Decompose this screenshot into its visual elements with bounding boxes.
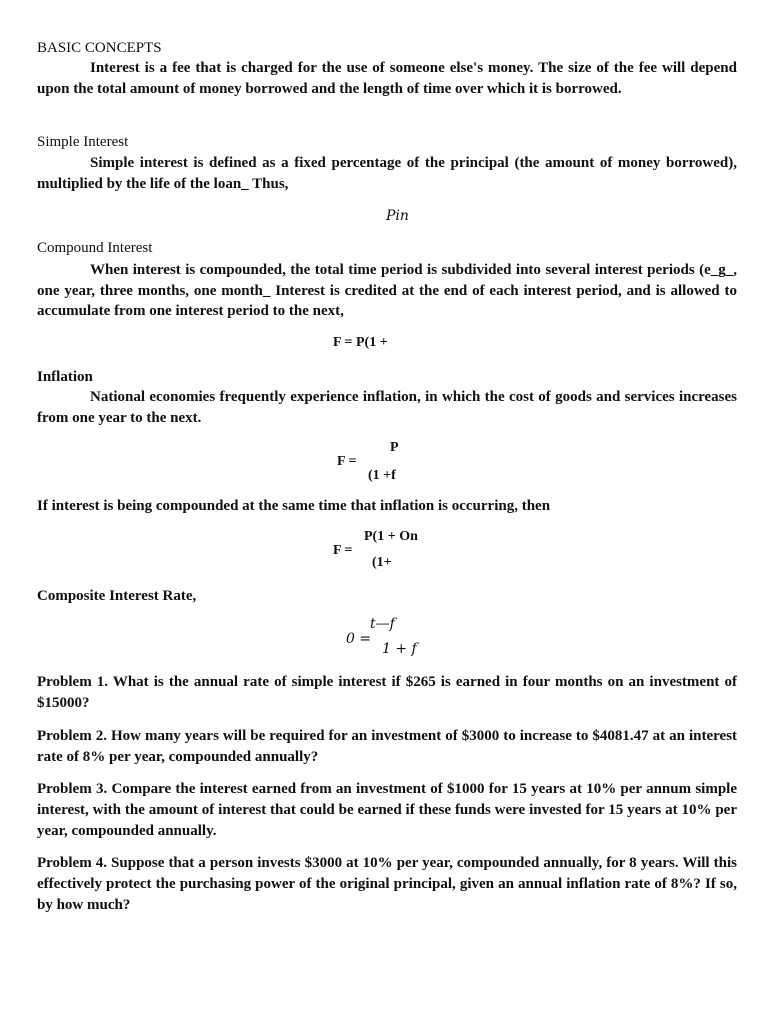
basic-concepts-text: Interest is a fee that is charged for the use of someone else's money. The size of the fee will depend upon the total amount of money borrowed and the length of time over which it is borrowed. <box>37 60 737 97</box>
inflation-formula-numerator: P <box>390 440 399 455</box>
simple-interest-heading: Simple Interest <box>37 134 129 150</box>
inflation-text: National economies frequently experience inflation, in which the cost of goods and services increases from one year to the next. <box>37 389 737 426</box>
composite-formula-lhs: 0 = <box>346 631 372 647</box>
problem-1: Problem 1. What is the annual rate of simple interest if $265 is earned in four months on an investment of $15000? <box>37 674 737 711</box>
compound-inflation-paragraph: If interest is being compounded at the same time that inflation is occurring, then <box>37 498 551 514</box>
problem-3: Problem 3. Compare the interest earned from an investment of $1000 for 15 years at 10% per annum simple interest, with the amount of interest that could be earned if these funds were invested for 15 years at 10% per year, compounded annually. <box>37 781 737 839</box>
basic-concepts-heading: BASIC CONCEPTS <box>37 40 162 56</box>
basic-concepts-paragraph <box>37 58 737 99</box>
compound-inflation-formula-denominator: (1+ <box>372 555 392 570</box>
problem-4: Problem 4. Suppose that a person invests $3000 at 10% per year, compounded annually, for 8 years. Will this effectively protect the purchasing power of the original principal, given an annual inflation rate of 8%? If so, by how much? <box>37 855 737 913</box>
simple-interest-formula: Pin <box>386 208 409 224</box>
composite-formula-denominator: 1 + f <box>382 641 417 657</box>
simple-interest-paragraph <box>37 153 737 194</box>
problem-2: Problem 2. How many years will be required for an investment of $3000 to increase to $4081.47 at an interest rate of 8% per year, compounded annually? <box>37 728 737 765</box>
simple-interest-text: Simple interest is defined as a fixed percentage of the principal (the amount of money borrowed), multiplied by the life of the loan_ Thus, <box>37 155 737 192</box>
inflation-heading: Inflation <box>37 369 93 385</box>
compound-inflation-formula-lhs: F = <box>333 543 353 558</box>
inflation-paragraph <box>37 387 737 428</box>
compound-inflation-formula-numerator: P(1 + On <box>364 529 418 544</box>
compound-interest-formula: F = P(1 + <box>333 335 388 350</box>
composite-formula-numerator: t—f <box>370 616 395 632</box>
compound-interest-paragraph <box>37 260 737 322</box>
inflation-formula-denominator: (1 +f <box>368 468 396 483</box>
composite-rate-heading: Composite Interest Rate, <box>37 588 197 604</box>
compound-interest-text: When interest is compounded, the total time period is subdivided into several interest periods (e_g_, one year, three months, one month_ Interest is credited at the end of each interest period, and is allowed to accumulate from one interest period to the next, <box>37 262 737 319</box>
inflation-formula-lhs: F = <box>337 454 357 469</box>
compound-interest-heading: Compound Interest <box>37 240 153 256</box>
